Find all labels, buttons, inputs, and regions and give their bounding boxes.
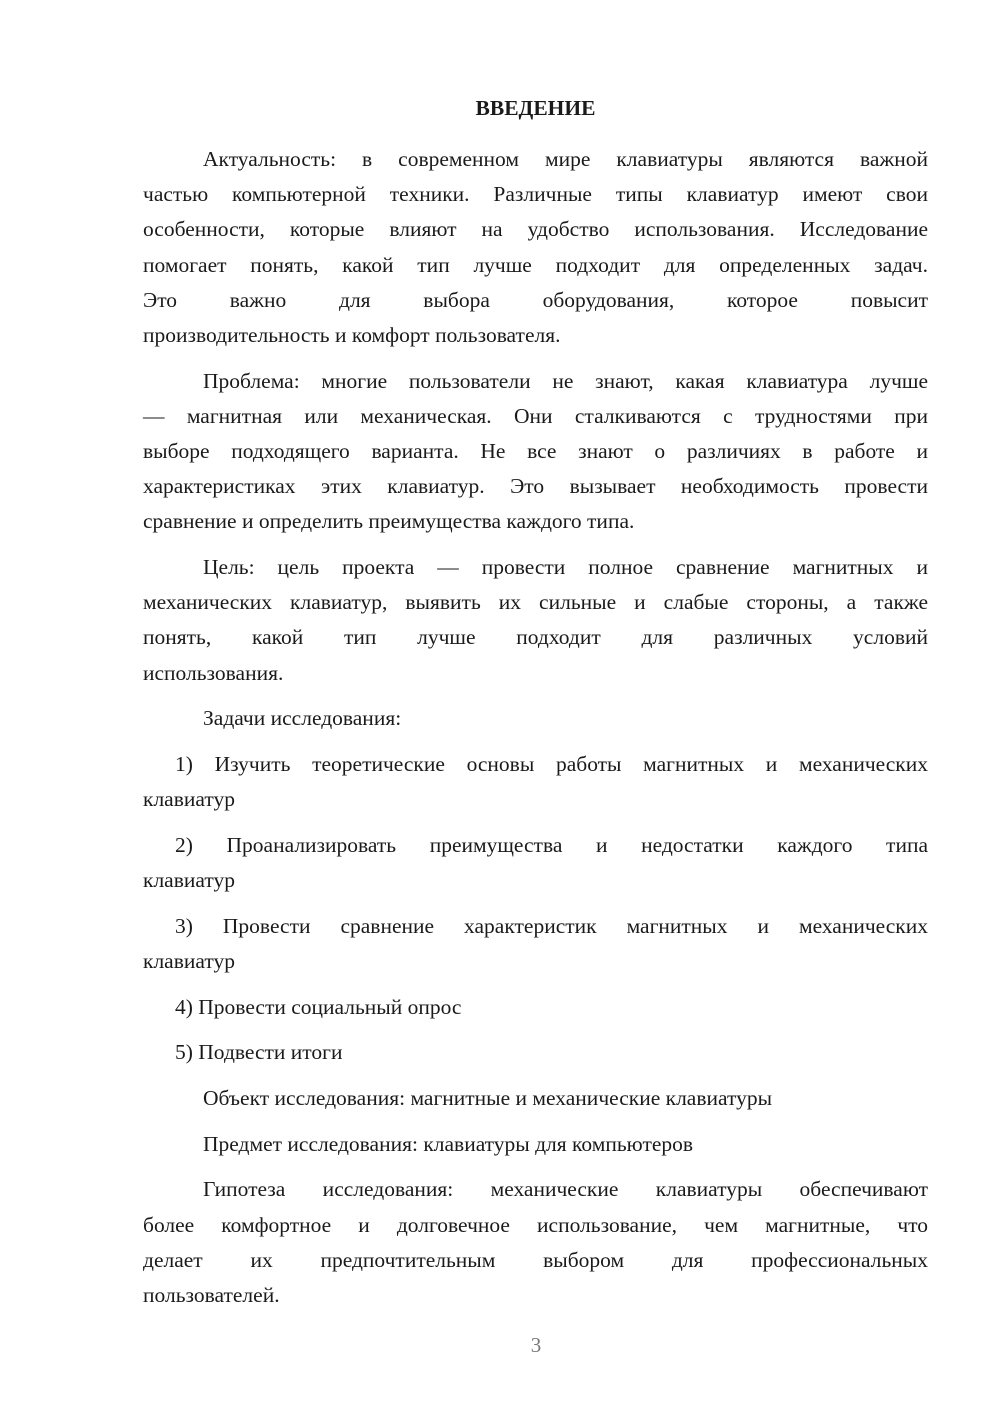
document-body xyxy=(143,142,928,1324)
text-line: Цель: цель проекта — провести полное сравнение магнитных и xyxy=(203,555,928,580)
text-line: 5) Подвести итоги xyxy=(175,1040,343,1065)
text-line: пользователей. xyxy=(143,1282,280,1307)
text-line: Объект исследования: магнитные и механические клавиатуры xyxy=(203,1086,773,1110)
text-line: 2) Проанализировать преимущества и недостатки каждого типа xyxy=(175,832,928,857)
text-line: сравнение и определить преимущества каждого типа. xyxy=(143,509,635,534)
text-line: использования. xyxy=(143,660,284,685)
text-line: 3) Провести сравнение характеристик магнитных и механических xyxy=(175,913,928,938)
text-line: Задачи исследования: xyxy=(203,706,402,731)
task-list-item xyxy=(143,909,928,979)
task-list-item xyxy=(143,747,928,817)
paragraph xyxy=(143,1127,928,1162)
text-line: особенности, которые влияют на удобство использования. Исследование xyxy=(143,217,928,242)
text-line: Предмет исследования: клавиатуры для компьютеров xyxy=(203,1131,694,1156)
page-number: 3 xyxy=(530,1333,542,1357)
paragraph xyxy=(143,1081,928,1116)
paragraph xyxy=(143,364,928,540)
task-list-item xyxy=(143,828,928,898)
text-line: 1) Изучить теоретические основы работы магнитных и механических xyxy=(175,752,928,776)
text-line: помогает понять, какой тип лучше подходит для определенных задач. xyxy=(143,252,928,277)
text-line: производительность и комфорт пользователя. xyxy=(143,322,561,347)
text-line: более комфортное и долговечное использование, чем магнитные, что xyxy=(143,1212,928,1237)
text-line: — магнитная или механическая. Они сталкиваются с трудностями при xyxy=(143,403,928,428)
task-list-item xyxy=(143,1035,928,1070)
text-line: клавиатур xyxy=(143,868,235,893)
text-line: механических клавиатур, выявить их сильные и слабые стороны, а также xyxy=(143,590,928,615)
paragraph xyxy=(143,1172,928,1313)
task-list-item xyxy=(143,990,928,1025)
text-line: частью компьютерной техники. Различные типы клавиатур имеют свои xyxy=(143,182,928,207)
text-line: Актуальность: в современном мире клавиатуры являются важной xyxy=(203,147,928,171)
text-line: клавиатур xyxy=(143,787,235,812)
text-line: Это важно для выбора оборудования, которое повысит xyxy=(143,287,928,312)
paragraph xyxy=(143,142,928,353)
text-line: Гипотеза исследования: механические клавиатуры обеспечивают xyxy=(203,1177,928,1202)
text-line: 4) Провести социальный опрос xyxy=(175,994,462,1019)
text-line: Проблема: многие пользователи не знают, какая клавиатура лучше xyxy=(203,368,928,393)
text-line: характеристиках этих клавиатур. Это вызывает необходимость провести xyxy=(143,474,928,499)
text-line: клавиатур xyxy=(143,948,235,973)
paragraph xyxy=(143,701,928,736)
paragraph xyxy=(143,550,928,691)
page-title: ВВЕДЕНИЕ xyxy=(475,96,596,120)
text-line: выборе подходящего варианта. Не все знают о различиях в работе и xyxy=(143,439,928,463)
text-line: делает их предпочтительным выбором для профессиональных xyxy=(143,1247,928,1272)
text-line: понять, какой тип лучше подходит для различных условий xyxy=(143,625,928,650)
